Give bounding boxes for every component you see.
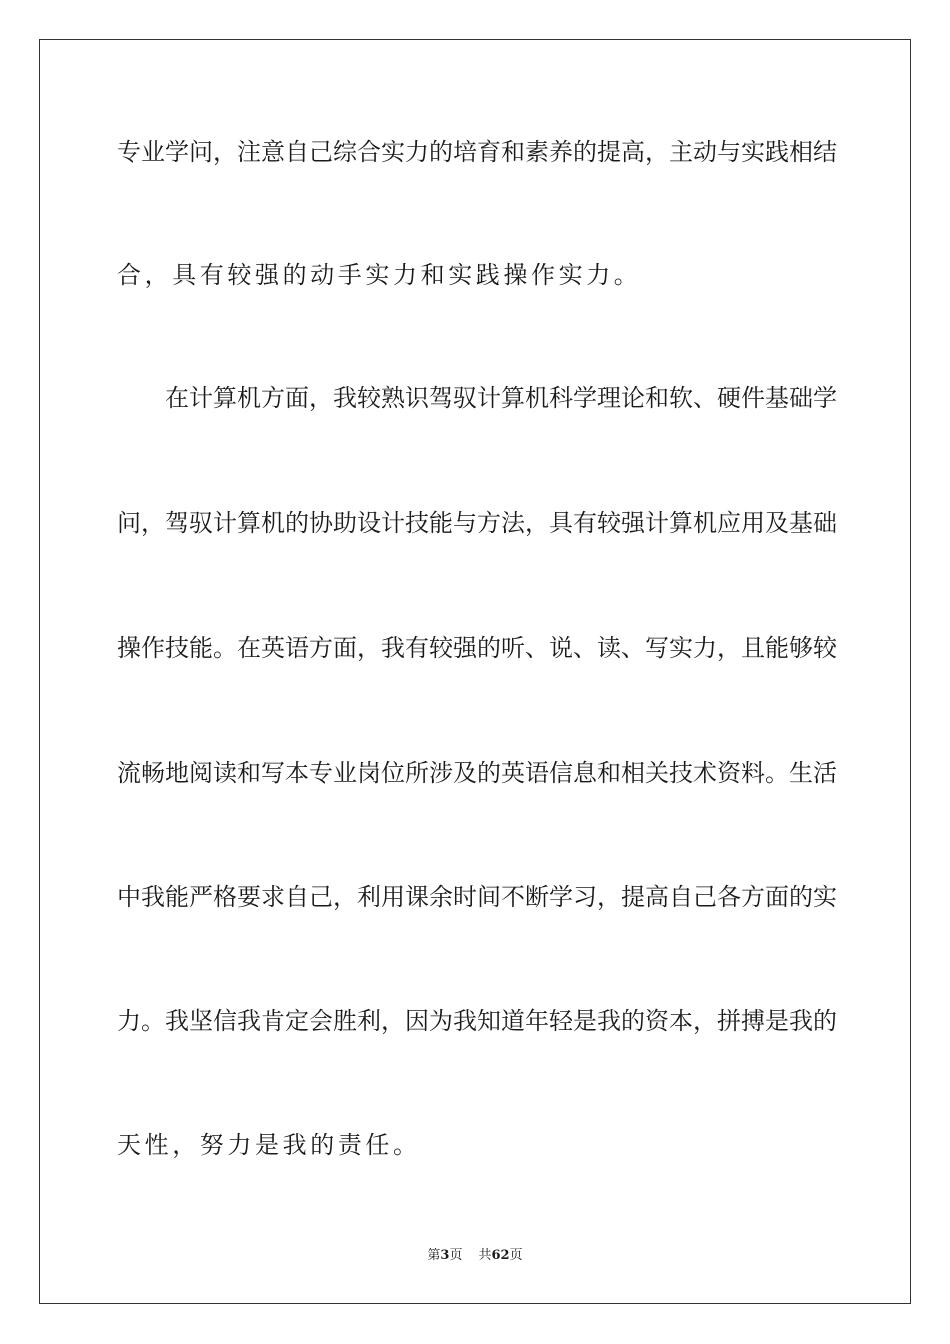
total-label-suffix: 页 bbox=[509, 1248, 523, 1263]
total-label-prefix: 共 bbox=[478, 1248, 492, 1263]
paragraph-first-line: 在计算机方面，我较熟识驾驭计算机科学理论和软、硬件基础学 bbox=[165, 384, 837, 412]
body-text-line: 天性，努力是我的责任。 bbox=[117, 1131, 421, 1159]
page-label-suffix: 页 bbox=[449, 1248, 463, 1263]
page-label-prefix: 第 bbox=[427, 1248, 441, 1263]
page-border bbox=[39, 39, 911, 1304]
current-page-number: 3 bbox=[440, 1248, 450, 1263]
body-text-line: 专业学问，注意自己综合实力的培育和素养的提高，主动与实践相结 bbox=[117, 138, 837, 166]
total-page-count: 62 bbox=[491, 1248, 510, 1263]
body-text-line: 力。我坚信我肯定会胜利，因为我知道年轻是我的资本，拼搏是我的 bbox=[117, 1007, 837, 1035]
body-text-line: 合，具有较强的动手实力和实践操作实力。 bbox=[117, 261, 642, 289]
body-text-line: 问，驾驭计算机的协助设计技能与方法，具有较强计算机应用及基础 bbox=[117, 509, 837, 537]
body-text-line: 操作技能。在英语方面，我有较强的听、说、读、写实力，且能够较 bbox=[117, 634, 837, 662]
page-footer bbox=[0, 1247, 950, 1265]
body-text-line: 流畅地阅读和写本专业岗位所涉及的英语信息和相关技术资料。生活 bbox=[117, 759, 837, 787]
body-text-line: 中我能严格要求自己，利用课余时间不断学习，提高自己各方面的实 bbox=[117, 883, 837, 911]
